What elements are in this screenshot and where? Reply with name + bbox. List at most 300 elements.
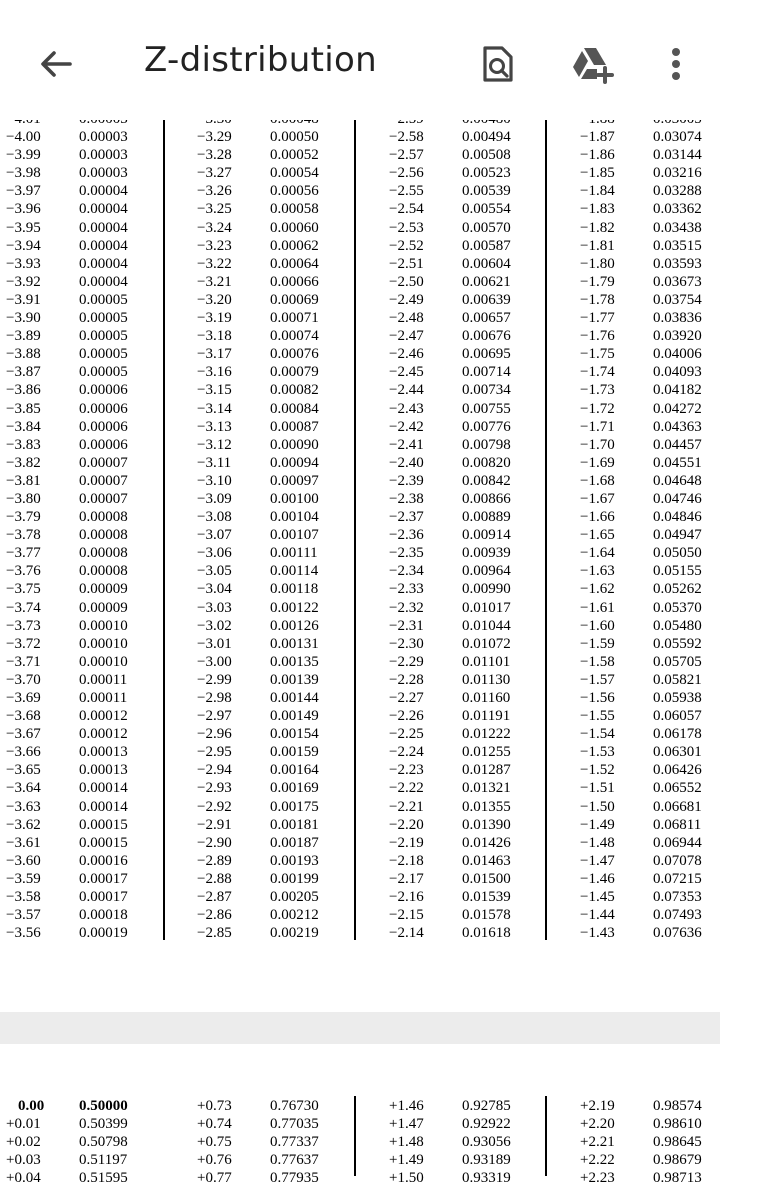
probability-cell: 0.00003: [79, 165, 128, 182]
probability-cell: 0.00008: [79, 509, 128, 526]
z-score-cell: −1.47: [580, 852, 615, 869]
table-row: [197, 327, 377, 345]
table-row: [389, 562, 569, 580]
z-score-cell: +2.23: [580, 1170, 615, 1187]
z-score-cell: −1.81: [580, 237, 615, 254]
probability-cell: 0.00060: [270, 219, 319, 236]
table-row: [6, 1169, 186, 1187]
probability-cell: 0.00094: [270, 454, 319, 471]
probability-cell: 0.00097: [270, 472, 319, 489]
z-score-cell: −1.67: [580, 490, 615, 507]
probability-cell: 0.00676: [462, 328, 511, 345]
probability-cell: 0.00008: [79, 563, 128, 580]
probability-cell: 0.00100: [270, 490, 319, 507]
table-row: [580, 345, 760, 363]
probability-cell: 0.00007: [79, 472, 128, 489]
table-row: [580, 562, 760, 580]
z-score-cell: −3.21: [197, 273, 232, 290]
probability-cell: 0.00570: [462, 219, 511, 236]
z-score-cell: −3.04: [197, 581, 232, 598]
z-score-cell: −3.10: [197, 472, 232, 489]
table-row: [197, 798, 377, 816]
z-score-cell: −3.70: [6, 671, 41, 688]
table-row: [389, 544, 569, 562]
probability-cell: 0.98679: [653, 1152, 702, 1169]
z-score-cell: +0.01: [6, 1116, 41, 1133]
table-row: [197, 888, 377, 906]
table-row: [197, 291, 377, 309]
probability-cell: 0.00126: [270, 617, 319, 634]
z-score-cell: −2.34: [389, 563, 424, 580]
z-score-cell: −1.43: [580, 925, 615, 942]
z-score-cell: −2.37: [389, 509, 424, 526]
z-score-cell: −2.45: [389, 364, 424, 381]
table-row: [580, 327, 760, 345]
table-row: [389, 1097, 569, 1115]
z-score-cell: −2.17: [389, 870, 424, 887]
probability-cell: 0.50798: [79, 1134, 128, 1151]
table-row: [580, 237, 760, 255]
probability-cell: 0.03515: [653, 237, 702, 254]
probability-cell: 0.00050: [270, 129, 319, 146]
table-row: [389, 689, 569, 707]
z-score-cell: −3.92: [6, 273, 41, 290]
probability-cell: 0.01321: [462, 780, 511, 797]
z-score-cell: −3.79: [6, 509, 41, 526]
probability-cell: 0.03144: [653, 147, 702, 164]
table-row: [580, 924, 760, 942]
z-score-cell: −2.54: [389, 201, 424, 218]
probability-cell: 0.06811: [653, 816, 702, 833]
table-row: [389, 707, 569, 725]
z-score-cell: −3.86: [6, 382, 41, 399]
probability-cell: 0.00131: [270, 635, 319, 652]
z-score-cell: −2.85: [197, 925, 232, 942]
table-row: [580, 400, 760, 418]
probability-cell: 0.00011: [79, 671, 128, 688]
table-row: [6, 400, 186, 418]
z-score-cell: −1.50: [580, 798, 615, 815]
probability-cell: 0.03438: [653, 219, 702, 236]
z-score-cell: −3.88: [6, 346, 41, 363]
table-row: [6, 562, 186, 580]
z-score-cell: −2.97: [197, 708, 232, 725]
probability-cell: 0.00776: [462, 418, 511, 435]
probability-cell: 0.00084: [270, 400, 319, 417]
table-row: [389, 1169, 569, 1187]
z-score-cell: −2.50: [389, 273, 424, 290]
z-score-cell: −2.58: [389, 129, 424, 146]
table-row: [389, 526, 569, 544]
document-search-icon: [480, 44, 516, 84]
probability-cell: 0.01255: [462, 744, 511, 761]
z-score-cell: −3.57: [6, 907, 41, 924]
table-row: [197, 363, 377, 381]
probability-cell: 0.00193: [270, 852, 319, 869]
z-score-cell: −3.68: [6, 708, 41, 725]
table-row: [197, 580, 377, 598]
table-row: [580, 1133, 760, 1151]
probability-cell: 0.01017: [462, 599, 511, 616]
table-row: [580, 273, 760, 291]
z-score-cell: −1.75: [580, 346, 615, 363]
probability-cell: 0.04272: [653, 400, 702, 417]
probability-cell: 0.01618: [462, 925, 511, 942]
table-row: [389, 580, 569, 598]
table-row: [6, 146, 186, 164]
table-row: [389, 255, 569, 273]
probability-cell: 0.00012: [79, 708, 128, 725]
z-score-cell: −2.94: [197, 762, 232, 779]
table-row: [197, 400, 377, 418]
probability-cell: 0.98610: [653, 1116, 702, 1133]
probability-cell: 0.01463: [462, 852, 511, 869]
probability-cell: 0.00062: [270, 237, 319, 254]
probability-cell: 0.00734: [462, 382, 511, 399]
probability-cell: 0.00013: [79, 762, 128, 779]
probability-cell: 0.00199: [270, 870, 319, 887]
table-row: [580, 707, 760, 725]
probability-cell: 0.00508: [462, 147, 511, 164]
table-row: [6, 418, 186, 436]
probability-cell: 0.00005: [79, 346, 128, 363]
table-row: [197, 671, 377, 689]
probability-cell: 0.00494: [462, 129, 511, 146]
back-button[interactable]: [28, 36, 84, 92]
probability-cell: 0.01130: [462, 671, 511, 688]
table-row: [6, 291, 186, 309]
probability-cell: 0.06681: [653, 798, 702, 815]
probability-cell: 0.00014: [79, 780, 128, 797]
probability-cell: 0.00006: [79, 418, 128, 435]
probability-cell: 0.00154: [270, 726, 319, 743]
probability-cell: 0.00104: [270, 509, 319, 526]
table-row: [389, 1151, 569, 1169]
table-row: [6, 128, 186, 146]
table-row: [580, 1115, 760, 1133]
table-row: [389, 834, 569, 852]
probability-cell: 0.00006: [79, 382, 128, 399]
probability-cell: 0.03673: [653, 273, 702, 290]
probability-cell: 0.00889: [462, 509, 511, 526]
probability-cell: 0.00006: [79, 436, 128, 453]
probability-cell: 0.00144: [270, 690, 319, 706]
table-row: [197, 219, 377, 237]
z-score-cell: −1.87: [580, 129, 615, 146]
probability-cell: 0.00074: [270, 328, 319, 345]
probability-cell: 0.06552: [653, 780, 702, 797]
table-row: [197, 544, 377, 562]
probability-cell: 0.01539: [462, 889, 511, 906]
table-row: [6, 490, 186, 508]
table-row: [6, 327, 186, 345]
z-score-cell: +0.77: [197, 1170, 232, 1187]
more-vertical-icon: [670, 44, 682, 84]
z-score-cell: −2.44: [389, 382, 424, 399]
probability-cell: 0.00111: [270, 545, 318, 562]
probability-cell: 0.04846: [653, 509, 702, 526]
z-score-cell: −2.33: [389, 581, 424, 598]
probability-cell: 0.00010: [79, 653, 128, 670]
z-score-cell: −2.56: [389, 165, 424, 182]
table-row: [389, 743, 569, 761]
probability-cell: 0.03836: [653, 310, 702, 327]
z-score-cell: +1.49: [389, 1152, 424, 1169]
table-row: [580, 816, 760, 834]
table-column-2: [197, 110, 377, 942]
column-divider: [545, 1096, 547, 1176]
probability-cell: 0.00056: [270, 183, 319, 200]
z-score-cell: −3.74: [6, 599, 41, 616]
table-row: [580, 454, 760, 472]
table-row: [580, 146, 760, 164]
z-score-cell: −2.36: [389, 527, 424, 544]
table-row: [197, 1133, 377, 1151]
table-row: [6, 1133, 186, 1151]
table-row: [6, 508, 186, 526]
table-row: [580, 164, 760, 182]
probability-cell: 0.00164: [270, 762, 319, 779]
table-row: [197, 454, 377, 472]
probability-cell: 0.00820: [462, 454, 511, 471]
probability-cell: 0.00008: [79, 545, 128, 562]
z-score-cell: −3.22: [197, 255, 232, 272]
probability-cell: 0.93319: [462, 1170, 511, 1187]
z-score-cell: −3.29: [197, 129, 232, 146]
z-score-cell: +1.48: [389, 1134, 424, 1151]
table-row: [6, 273, 186, 291]
table-row: [580, 472, 760, 490]
pdf-page-1[interactable]: [0, 120, 720, 1012]
probability-cell: 0.00118: [270, 581, 319, 598]
z-score-cell: −1.77: [580, 310, 615, 327]
z-score-cell: −2.42: [389, 418, 424, 435]
table-row: [389, 146, 569, 164]
table-row: [6, 544, 186, 562]
probability-cell: 0.07215: [653, 870, 702, 887]
probability-cell: 0.01390: [462, 816, 511, 833]
table-row: [580, 291, 760, 309]
probability-cell: 0.93056: [462, 1134, 511, 1151]
probability-cell: 0.00175: [270, 798, 319, 815]
z-score-cell: −3.93: [6, 255, 41, 272]
probability-cell: 0.05155: [653, 563, 702, 580]
table-row: [580, 200, 760, 218]
probability-cell: 0.01101: [462, 653, 511, 670]
table-column-4: [580, 1097, 760, 1187]
table-row: [197, 526, 377, 544]
table-row: [580, 906, 760, 924]
table-row: [580, 363, 760, 381]
probability-cell: 0.07078: [653, 852, 702, 869]
table-row: [197, 182, 377, 200]
z-score-cell: −2.89: [197, 852, 232, 869]
probability-cell: 0.76730: [270, 1098, 319, 1114]
table-row: [197, 273, 377, 291]
z-score-cell: −1.61: [580, 599, 615, 616]
probability-cell: 0.07493: [653, 907, 702, 924]
table-column-1: [6, 110, 186, 942]
probability-cell: 0.05821: [653, 671, 702, 688]
probability-cell: 0.04648: [653, 472, 702, 489]
z-score-cell: −1.57: [580, 671, 615, 688]
table-row: [6, 852, 186, 870]
table-row: [197, 653, 377, 671]
table-row: [389, 870, 569, 888]
probability-cell: 0.77035: [270, 1116, 319, 1133]
z-score-cell: −1.63: [580, 563, 615, 580]
z-score-cell: +0.74: [197, 1116, 232, 1133]
table-row: [580, 182, 760, 200]
table-row: [580, 852, 760, 870]
probability-cell: 0.00005: [79, 328, 128, 345]
probability-cell: 0.00621: [462, 273, 511, 290]
search-in-document-button[interactable]: [470, 36, 526, 92]
probability-cell: 0.05592: [653, 635, 702, 652]
table-row: [389, 671, 569, 689]
probability-cell: 0.00107: [270, 527, 319, 544]
more-options-button[interactable]: [656, 36, 696, 92]
z-score-cell: −3.16: [197, 364, 232, 381]
table-row: [580, 653, 760, 671]
z-score-cell: −3.95: [6, 219, 41, 236]
probability-cell: 0.00071: [270, 310, 319, 327]
z-score-cell: −1.69: [580, 454, 615, 471]
probability-cell: 0.01287: [462, 762, 511, 779]
z-score-cell: −2.14: [389, 925, 424, 942]
z-score-cell: −3.59: [6, 870, 41, 887]
probability-cell: 0.00005: [79, 310, 128, 327]
probability-cell: 0.04363: [653, 418, 702, 435]
column-divider: [354, 120, 356, 940]
table-row: [389, 436, 569, 454]
z-score-cell: −2.57: [389, 147, 424, 164]
table-row: [580, 798, 760, 816]
table-row: [580, 834, 760, 852]
z-score-cell: −3.08: [197, 509, 232, 526]
probability-cell: 0.00005: [79, 291, 128, 308]
probability-cell: 0.98574: [653, 1098, 702, 1114]
probability-cell: 0.00010: [79, 635, 128, 652]
probability-cell: 0.00090: [270, 436, 319, 453]
z-score-cell: −1.62: [580, 581, 615, 598]
table-row: [6, 924, 186, 942]
table-row: [389, 219, 569, 237]
table-row: [389, 1115, 569, 1133]
z-score-cell: −3.64: [6, 780, 41, 797]
z-score-cell: −3.27: [197, 165, 232, 182]
z-score-cell: −2.31: [389, 617, 424, 634]
table-row: [6, 309, 186, 327]
z-score-cell: −3.81: [6, 472, 41, 489]
probability-cell: 0.00015: [79, 816, 128, 833]
z-score-cell: −3.91: [6, 291, 41, 308]
z-score-cell: −3.82: [6, 454, 41, 471]
table-row: [580, 689, 760, 707]
table-row: [197, 128, 377, 146]
z-score-cell: −1.79: [580, 273, 615, 290]
table-row: [6, 779, 186, 797]
table-row: [6, 798, 186, 816]
z-score-cell: −2.26: [389, 708, 424, 725]
table-row: [197, 381, 377, 399]
probability-cell: 0.06057: [653, 708, 702, 725]
probability-cell: 0.00066: [270, 273, 319, 290]
probability-cell: 0.50399: [79, 1116, 128, 1133]
probability-cell: 0.00013: [79, 744, 128, 761]
probability-cell: 0.03754: [653, 291, 702, 308]
table-row: [389, 327, 569, 345]
probability-cell: 0.00004: [79, 201, 128, 218]
table-row: [389, 418, 569, 436]
table-row: [580, 599, 760, 617]
table-row: [197, 617, 377, 635]
pdf-page-2[interactable]: [0, 1044, 720, 1187]
add-to-drive-button[interactable]: [560, 36, 624, 92]
table-row: [197, 1151, 377, 1169]
table-row: [6, 635, 186, 653]
probability-cell: 0.00017: [79, 870, 128, 887]
probability-cell: 0.04006: [653, 346, 702, 363]
table-row: [197, 508, 377, 526]
table-row: [580, 436, 760, 454]
z-score-cell: −1.71: [580, 418, 615, 435]
probability-cell: 0.00939: [462, 545, 511, 562]
table-row: [6, 599, 186, 617]
z-score-cell: −3.80: [6, 490, 41, 507]
table-row: [580, 418, 760, 436]
z-score-cell: −3.73: [6, 617, 41, 634]
table-row: [197, 707, 377, 725]
table-row: [389, 363, 569, 381]
table-row: [389, 653, 569, 671]
z-score-cell: −1.52: [580, 762, 615, 779]
probability-cell: 0.00014: [79, 798, 128, 815]
z-score-cell: −1.73: [580, 382, 615, 399]
table-row: [389, 798, 569, 816]
z-score-cell: −2.23: [389, 762, 424, 779]
z-score-cell: −1.45: [580, 889, 615, 906]
table-row: [197, 725, 377, 743]
probability-cell: 0.00004: [79, 183, 128, 200]
probability-cell: 0.00135: [270, 653, 319, 670]
page-gap: [0, 1012, 720, 1044]
z-score-cell: −3.83: [6, 436, 41, 453]
z-score-cell: −2.47: [389, 328, 424, 345]
table-row: [6, 363, 186, 381]
z-score-cell: −2.25: [389, 726, 424, 743]
probability-cell: 0.04947: [653, 527, 702, 544]
z-score-cell: −1.72: [580, 400, 615, 417]
z-score-cell: −1.44: [580, 907, 615, 924]
probability-cell: 0.00018: [79, 907, 128, 924]
table-row: [6, 707, 186, 725]
table-row: [580, 761, 760, 779]
probability-cell: 0.00087: [270, 418, 319, 435]
z-score-cell: −2.21: [389, 798, 424, 815]
probability-cell: 0.00005: [79, 364, 128, 381]
probability-cell: 0.04457: [653, 436, 702, 453]
z-score-cell: −3.61: [6, 834, 41, 851]
table-row: [6, 255, 186, 273]
z-score-cell: −3.03: [197, 599, 232, 616]
z-score-cell: −2.24: [389, 744, 424, 761]
table-row: [197, 1169, 377, 1187]
z-score-cell: +1.50: [389, 1170, 424, 1187]
z-score-cell: −1.58: [580, 653, 615, 670]
z-score-cell: +2.19: [580, 1098, 615, 1114]
table-row: [197, 146, 377, 164]
